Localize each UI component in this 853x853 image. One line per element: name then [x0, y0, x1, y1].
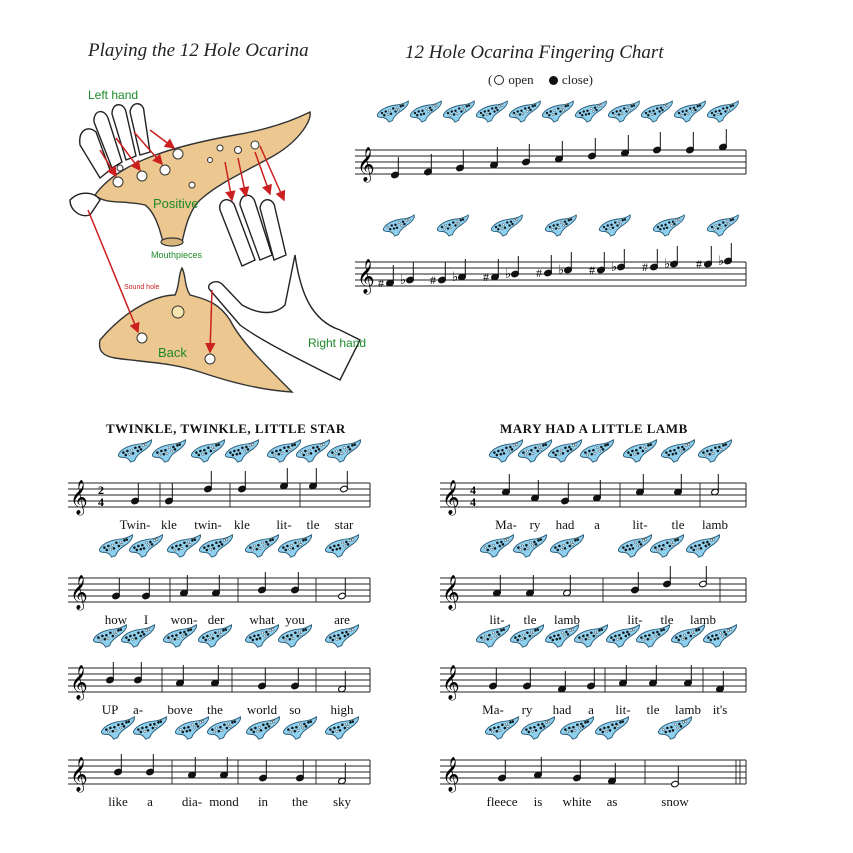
music-note	[636, 474, 645, 496]
music-note	[587, 668, 596, 690]
twinkle-lyric: the	[292, 794, 308, 809]
mary-lyric: tle	[646, 702, 660, 717]
flat-icon: ♭	[611, 259, 618, 274]
music-note	[258, 572, 267, 594]
fingering-chart-title: 12 Hole Ocarina Fingering Chart	[405, 42, 664, 63]
ocarina-fingering-icon	[686, 535, 719, 557]
music-note	[561, 483, 570, 505]
treble-clef-icon: 𝄞	[70, 576, 88, 609]
right-hand-label: Right hand	[308, 336, 367, 350]
music-note	[259, 760, 268, 782]
left-hand-label: Left hand	[88, 88, 139, 102]
mary-lyric: lamb	[554, 612, 580, 627]
music-note	[573, 760, 582, 782]
music-note	[498, 760, 507, 782]
ocarina-fingering-icon	[99, 535, 132, 557]
mary-time-signature: 4	[470, 495, 476, 509]
mary-lyric: fleece	[486, 794, 518, 809]
mary-staff	[440, 575, 746, 611]
treble-clef-icon: 𝄞	[442, 576, 460, 609]
music-note	[523, 668, 532, 690]
music-note	[564, 252, 573, 274]
mary-lyric: a	[594, 517, 600, 532]
ocarina-fingering-icon	[608, 101, 639, 122]
ocarina-fingering-icon	[623, 440, 656, 462]
treble-clef-icon: 𝄞	[357, 260, 375, 293]
ocarina-fingering-icon	[595, 717, 628, 739]
music-note	[502, 474, 511, 496]
ocarina-fingering-icon	[521, 717, 554, 739]
flat-icon: ♭	[664, 256, 671, 271]
ocarina-fingering-icon	[443, 101, 474, 122]
ocarina-fingering-icon	[509, 101, 540, 122]
ocarina-fingering-icon	[246, 717, 279, 739]
music-note	[670, 246, 679, 268]
legend: ( open close)	[488, 72, 593, 87]
twinkle-lyric: tle	[306, 517, 320, 532]
flat-icon: ♭	[505, 266, 512, 281]
ocarina-fingering-icon	[245, 625, 278, 647]
ocarina-fingering-icon	[560, 717, 593, 739]
music-note	[671, 766, 680, 788]
mary-lyric: Ma-	[495, 517, 517, 532]
treble-clef-icon: 𝄞	[70, 758, 88, 791]
ocarina-fingering-icon	[658, 717, 691, 739]
back-label: Back	[158, 345, 187, 360]
twinkle-staff	[68, 757, 370, 793]
music-note	[597, 252, 606, 274]
ocarina-fingering-icon	[650, 535, 683, 557]
music-note	[711, 474, 720, 496]
twinkle-lyric: star	[334, 517, 354, 532]
twinkle-lyric: dia-	[181, 794, 203, 809]
twinkle-lyric: in	[257, 794, 269, 809]
twinkle-time-signature: 4	[98, 495, 104, 509]
mary-staff	[440, 757, 746, 793]
twinkle-lyric: world	[246, 702, 278, 717]
sharp-icon: #	[536, 266, 542, 280]
music-note	[617, 249, 626, 271]
mary-lyric: had	[552, 702, 572, 717]
mary-lyric: tle	[660, 612, 674, 627]
twinkle-lyric: twin-	[194, 517, 222, 532]
music-note	[653, 132, 662, 154]
ocarina-fingering-icon	[325, 717, 358, 739]
flat-icon: ♭	[718, 253, 725, 268]
mary-lyric: lamb	[675, 702, 701, 717]
ocarina-fingering-icon	[550, 535, 583, 557]
twinkle-lyric: a-	[132, 702, 144, 717]
legend-open-label: open	[508, 72, 534, 87]
twinkle-lyric: UP	[101, 702, 119, 717]
music-note	[238, 471, 247, 493]
ocarina-fingering-icon	[548, 440, 581, 462]
music-note	[621, 135, 630, 157]
ocarina-fingering-icon	[491, 215, 522, 236]
twinkle-lyric: kle	[234, 517, 250, 532]
ocarina-fingering-icon	[574, 625, 607, 647]
ocarina-fingering-icon	[207, 717, 240, 739]
music-note	[674, 474, 683, 496]
music-note	[588, 138, 597, 160]
mary-lyric: a	[588, 702, 594, 717]
twinkle-lyric: sky	[332, 794, 352, 809]
ocarina-fingering-icon	[618, 535, 651, 557]
positive-label: Positive	[153, 196, 199, 211]
ocarina-fingering-icon	[513, 535, 546, 557]
twinkle-lyric: a	[147, 794, 153, 809]
ocarina-fingering-icon	[703, 625, 736, 647]
twinkle-song-title: TWINKLE, TWINKLE, LITTLE STAR	[106, 421, 346, 436]
music-note	[724, 243, 733, 265]
ocarina-fingering-icon	[674, 101, 705, 122]
music-note	[309, 468, 318, 490]
mary-lyric: it's	[712, 702, 728, 717]
music-note	[424, 154, 433, 176]
treble-clef-icon: 𝄞	[70, 481, 88, 514]
mary-lyric: snow	[661, 794, 689, 809]
mary-lyric: tle	[671, 517, 685, 532]
mary-lyric: lit-	[615, 702, 631, 717]
ocarina-fingering-icon	[163, 625, 196, 647]
mary-song-title: MARY HAD A LITTLE LAMB	[500, 421, 688, 436]
ocarina-fingering-icon	[118, 440, 151, 462]
music-note	[650, 249, 659, 271]
ocarina-fingering-icon	[383, 215, 414, 236]
music-note	[544, 255, 553, 277]
music-note	[522, 144, 531, 166]
treble-clef-icon: 𝄞	[442, 481, 460, 514]
flat-icon: ♭	[400, 272, 407, 287]
music-note	[296, 760, 305, 782]
twinkle-lyric: are	[334, 612, 350, 627]
mary-lyric: tle	[523, 612, 537, 627]
music-note	[511, 256, 520, 278]
music-note	[340, 471, 349, 493]
music-note	[131, 483, 140, 505]
ocarina-fingering-icon	[278, 535, 311, 557]
ocarina-fingering-icon	[199, 535, 232, 557]
ocarina-fingering-icon	[636, 625, 669, 647]
ocarina-fingering-icon	[437, 215, 468, 236]
twinkle-lyric: how	[104, 612, 128, 627]
ocarina-fingering-icon	[641, 101, 672, 122]
mary-lyric: ry	[529, 517, 541, 532]
ocarina-fingering-icon	[93, 625, 126, 647]
music-note	[699, 566, 708, 588]
mary-lyric: lamb	[702, 517, 728, 532]
ocarina-fingering-icon	[518, 440, 551, 462]
mary-lyric: as	[606, 794, 618, 809]
twinkle-lyric: like	[108, 794, 128, 809]
twinkle-lyric: so	[289, 702, 301, 717]
sharp-icon: #	[642, 260, 648, 274]
twinkle-lyric: I	[143, 612, 149, 627]
mary-lyric: is	[533, 794, 543, 809]
mary-lyric: had	[555, 517, 575, 532]
sharp-icon: #	[430, 273, 436, 287]
music-note	[146, 754, 155, 776]
music-note	[280, 468, 289, 490]
music-note	[704, 246, 713, 268]
ocarina-fingering-icon	[325, 625, 358, 647]
music-note	[686, 132, 695, 154]
ocarina-fingering-icon	[698, 440, 731, 462]
ocarina-fingering-icon	[671, 625, 704, 647]
sound-hole-label: Sound hole	[124, 284, 160, 291]
ocarina-fingering-icon	[245, 535, 278, 557]
ocarina-fingering-icon	[542, 101, 573, 122]
twinkle-lyric: bove	[167, 702, 193, 717]
ocarina-fingering-icon	[707, 101, 738, 122]
mary-lyric: lit-	[627, 612, 643, 627]
sharp-icon: #	[696, 257, 702, 271]
twinkle-lyric: high	[330, 702, 354, 717]
ocarina-fingering-icon	[267, 440, 300, 462]
music-note	[338, 578, 347, 600]
ocarina-fingering-icon	[476, 625, 509, 647]
ocarina-fingering-icon	[410, 101, 441, 122]
ocarina-fingering-icon	[480, 535, 513, 557]
music-note	[631, 572, 640, 594]
ocarina-fingering-icon	[485, 717, 518, 739]
music-note	[134, 662, 143, 684]
music-note	[291, 572, 300, 594]
music-note	[106, 662, 115, 684]
ocarina-fingering-icon	[133, 717, 166, 739]
ocarina-fingering-icon	[129, 535, 162, 557]
music-note	[406, 262, 415, 284]
music-note	[438, 262, 447, 284]
mary-lyric: lit-	[489, 612, 505, 627]
ocarina-fingering-icon	[377, 101, 408, 122]
ocarina-fingering-icon	[198, 625, 231, 647]
twinkle-lyric: der	[207, 612, 225, 627]
twinkle-staff	[68, 480, 370, 516]
twinkle-time-signature: 2	[98, 483, 104, 497]
twinkle-lyric: the	[207, 702, 223, 717]
ocarina-fingering-icon	[283, 717, 316, 739]
left-title: Playing the 12 Hole Ocarina	[88, 40, 309, 61]
mouthpieces-label: Mouthpieces	[151, 250, 203, 260]
ocarina-fingering-icon	[101, 717, 134, 739]
twinkle-lyric: you	[285, 612, 305, 627]
ocarina-fingering-icon	[225, 440, 258, 462]
twinkle-lyric: lit-	[276, 517, 292, 532]
music-note	[142, 578, 151, 600]
mary-lyric: white	[562, 794, 592, 809]
music-note	[112, 578, 121, 600]
mary-lyric: ry	[521, 702, 533, 717]
music-note	[663, 566, 672, 588]
ocarina-fingering-icon	[545, 215, 576, 236]
sharp-icon: #	[589, 263, 595, 277]
music-note	[204, 471, 213, 493]
treble-clef-icon: 𝄞	[357, 148, 375, 181]
music-note	[489, 668, 498, 690]
ocarina-fingering-icon	[191, 440, 224, 462]
ocarina-fingering-icon	[327, 440, 360, 462]
mary-lyric: Ma-	[482, 702, 504, 717]
ocarina-fingering-icon	[580, 440, 613, 462]
treble-clef-icon: 𝄞	[442, 758, 460, 791]
ocarina-fingering-icon	[510, 625, 543, 647]
mary-time-signature: 4	[470, 483, 476, 497]
ocarina-fingering-icon	[175, 717, 208, 739]
twinkle-lyric: what	[249, 612, 275, 627]
music-note	[258, 668, 267, 690]
music-note	[456, 150, 465, 172]
twinkle-lyric: kle	[161, 517, 177, 532]
ocarina-fingering-icon	[661, 440, 694, 462]
ocarina-fingering-icon	[167, 535, 200, 557]
music-note	[555, 141, 564, 163]
ocarina-fingering-icon	[325, 535, 358, 557]
ocarina-fingering-icon	[476, 101, 507, 122]
ocarina-fingering-icon	[545, 625, 578, 647]
ocarina-fingering-icon	[489, 440, 522, 462]
ocarina-fingering-icon	[152, 440, 185, 462]
sharp-icon: #	[378, 276, 384, 290]
music-note	[291, 668, 300, 690]
mary-lyric: lamb	[690, 612, 716, 627]
legend-close-label: close	[561, 72, 589, 87]
flat-icon: ♭	[452, 269, 459, 284]
ocarina-fingering-icon	[296, 440, 329, 462]
ocarina-fingering-icon	[278, 625, 311, 647]
twinkle-lyric: Twin-	[119, 517, 151, 532]
twinkle-lyric: won-	[170, 612, 198, 627]
music-note	[719, 129, 728, 151]
music-note	[114, 754, 123, 776]
ocarina-fingering-icon	[575, 101, 606, 122]
ocarina-fingering-icon	[707, 215, 738, 236]
ocarina-fingering-icon	[606, 625, 639, 647]
twinkle-lyric: mond	[209, 794, 239, 809]
flat-icon: ♭	[558, 262, 565, 277]
treble-clef-icon: 𝄞	[70, 666, 88, 699]
music-note	[165, 483, 174, 505]
sharp-icon: #	[483, 270, 489, 284]
treble-clef-icon: 𝄞	[442, 666, 460, 699]
mary-lyric: lit-	[632, 517, 648, 532]
ocarina-fingering-icon	[599, 215, 630, 236]
ocarina-fingering-icon	[653, 215, 684, 236]
